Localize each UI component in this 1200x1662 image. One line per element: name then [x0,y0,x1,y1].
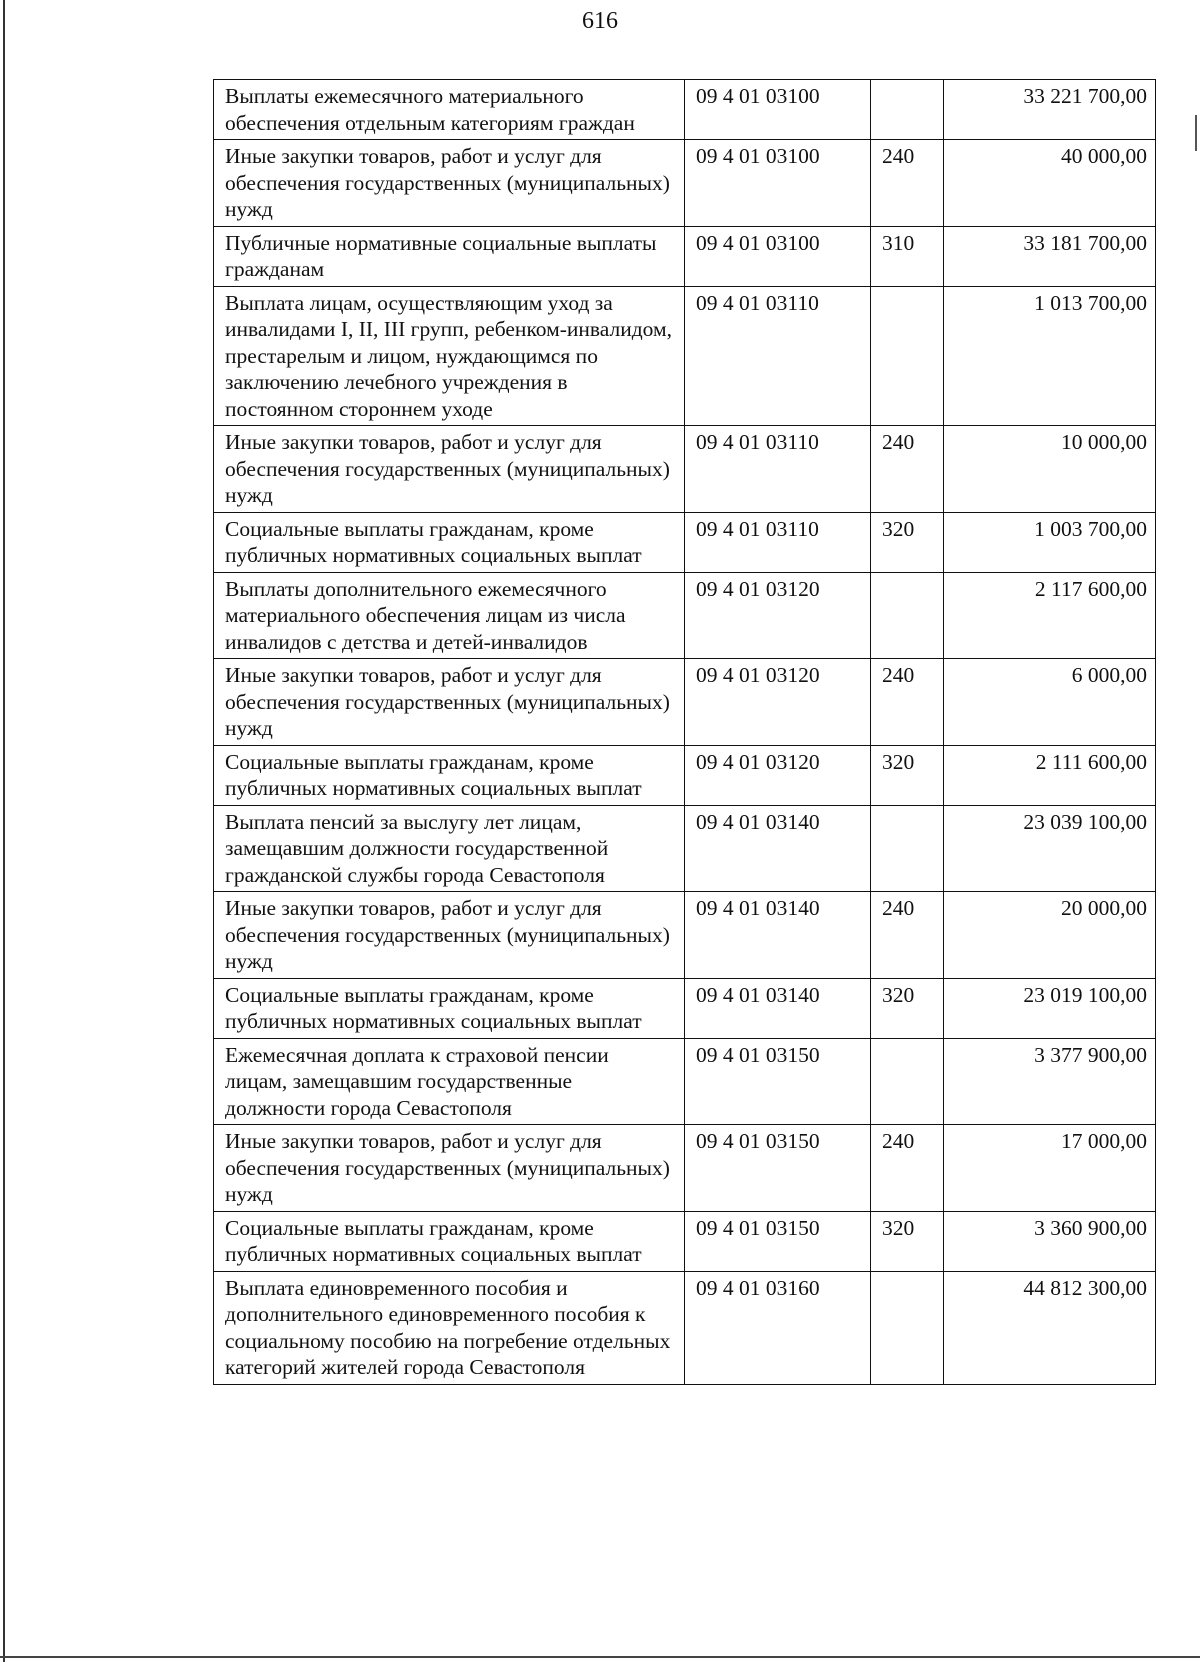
row-sum: 40 000,00 [944,140,1156,227]
row-sum: 3 377 900,00 [944,1038,1156,1125]
row-sum: 23 019 100,00 [944,978,1156,1038]
row-target-code: 09 4 01 03100 [685,80,871,140]
row-target-code: 09 4 01 03150 [685,1038,871,1125]
table-row [214,512,1156,572]
row-target-code: 09 4 01 03150 [685,1125,871,1212]
row-sum: 10 000,00 [944,426,1156,513]
row-expense-type: 240 [871,426,944,513]
table-row [214,286,1156,426]
row-sum: 23 039 100,00 [944,805,1156,892]
table-row [214,1211,1156,1271]
table-row [214,226,1156,286]
table-row [214,805,1156,892]
row-name: Иные закупки товаров, работ и услуг для обеспечения государственных (муниципальных) нужд [214,892,685,979]
row-target-code: 09 4 01 03100 [685,226,871,286]
row-sum: 17 000,00 [944,1125,1156,1212]
row-name: Иные закупки товаров, работ и услуг для обеспечения государственных (муниципальных) нужд [214,140,685,227]
row-sum: 33 221 700,00 [944,80,1156,140]
row-target-code: 09 4 01 03110 [685,512,871,572]
table-row [214,572,1156,659]
row-expense-type [871,1271,944,1384]
table-row [214,426,1156,513]
table-row [214,140,1156,227]
row-expense-type: 240 [871,1125,944,1212]
table-row [214,978,1156,1038]
row-name: Ежемесячная доплата к страховой пенсии лицам, замещавшим государственные должности города Севастополя [214,1038,685,1125]
row-target-code: 09 4 01 03120 [685,745,871,805]
row-name: Социальные выплаты гражданам, кроме публичных нормативных социальных выплат [214,1211,685,1271]
row-name: Выплаты дополнительного ежемесячного материального обеспечения лицам из числа инвалидов с детства и детей-инвалидов [214,572,685,659]
row-expense-type: 320 [871,1211,944,1271]
row-name: Выплаты ежемесячного материального обеспечения отдельным категориям граждан [214,80,685,140]
row-sum: 1 013 700,00 [944,286,1156,426]
row-sum: 2 117 600,00 [944,572,1156,659]
row-name: Выплата лицам, осуществляющим уход за инвалидами I, II, III групп, ребенком-инвалидом, престарелым и лицом, нуждающимся по заключению лечебного учреждения в постоянном стороннем уходе [214,286,685,426]
row-target-code: 09 4 01 03140 [685,805,871,892]
row-sum: 2 111 600,00 [944,745,1156,805]
row-expense-type [871,572,944,659]
row-sum: 1 003 700,00 [944,512,1156,572]
page-number: 616 [582,8,618,34]
row-target-code: 09 4 01 03120 [685,659,871,746]
row-name: Иные закупки товаров, работ и услуг для обеспечения государственных (муниципальных) нужд [214,426,685,513]
row-target-code: 09 4 01 03120 [685,572,871,659]
row-expense-type: 240 [871,892,944,979]
row-sum: 3 360 900,00 [944,1211,1156,1271]
table-row [214,659,1156,746]
row-name: Иные закупки товаров, работ и услуг для обеспечения государственных (муниципальных) нужд [214,659,685,746]
table-row [214,1125,1156,1212]
row-name: Выплата единовременного пособия и дополнительного единовременного пособия к социальному пособию на погребение отдельных категорий жителей города Севастополя [214,1271,685,1384]
row-sum: 44 812 300,00 [944,1271,1156,1384]
row-sum: 33 181 700,00 [944,226,1156,286]
row-target-code: 09 4 01 03100 [685,140,871,227]
table-row [214,1038,1156,1125]
row-expense-type: 310 [871,226,944,286]
row-sum: 6 000,00 [944,659,1156,746]
row-expense-type [871,80,944,140]
table-row [214,892,1156,979]
row-name: Выплата пенсий за выслугу лет лицам, замещавшим должности государственной гражданской службы города Севастополя [214,805,685,892]
table-row [214,1271,1156,1384]
row-expense-type [871,286,944,426]
row-expense-type: 240 [871,140,944,227]
budget-table-body [214,80,1156,1385]
row-target-code: 09 4 01 03140 [685,892,871,979]
row-expense-type: 320 [871,512,944,572]
scan-margin-mark [1195,115,1197,151]
row-expense-type [871,1038,944,1125]
table-row [214,745,1156,805]
row-target-code: 09 4 01 03140 [685,978,871,1038]
table-row [214,80,1156,140]
row-name: Социальные выплаты гражданам, кроме публичных нормативных социальных выплат [214,512,685,572]
row-name: Публичные нормативные социальные выплаты гражданам [214,226,685,286]
row-sum: 20 000,00 [944,892,1156,979]
row-name: Социальные выплаты гражданам, кроме публичных нормативных социальных выплат [214,978,685,1038]
row-expense-type: 320 [871,978,944,1038]
row-expense-type [871,805,944,892]
row-expense-type: 240 [871,659,944,746]
row-name: Иные закупки товаров, работ и услуг для обеспечения государственных (муниципальных) нужд [214,1125,685,1212]
scan-bottom-edge [0,1656,1200,1658]
budget-table [213,79,1156,1385]
scan-left-edge [3,0,5,1662]
row-expense-type: 320 [871,745,944,805]
row-target-code: 09 4 01 03110 [685,286,871,426]
row-name: Социальные выплаты гражданам, кроме публичных нормативных социальных выплат [214,745,685,805]
row-target-code: 09 4 01 03160 [685,1271,871,1384]
row-target-code: 09 4 01 03110 [685,426,871,513]
row-target-code: 09 4 01 03150 [685,1211,871,1271]
